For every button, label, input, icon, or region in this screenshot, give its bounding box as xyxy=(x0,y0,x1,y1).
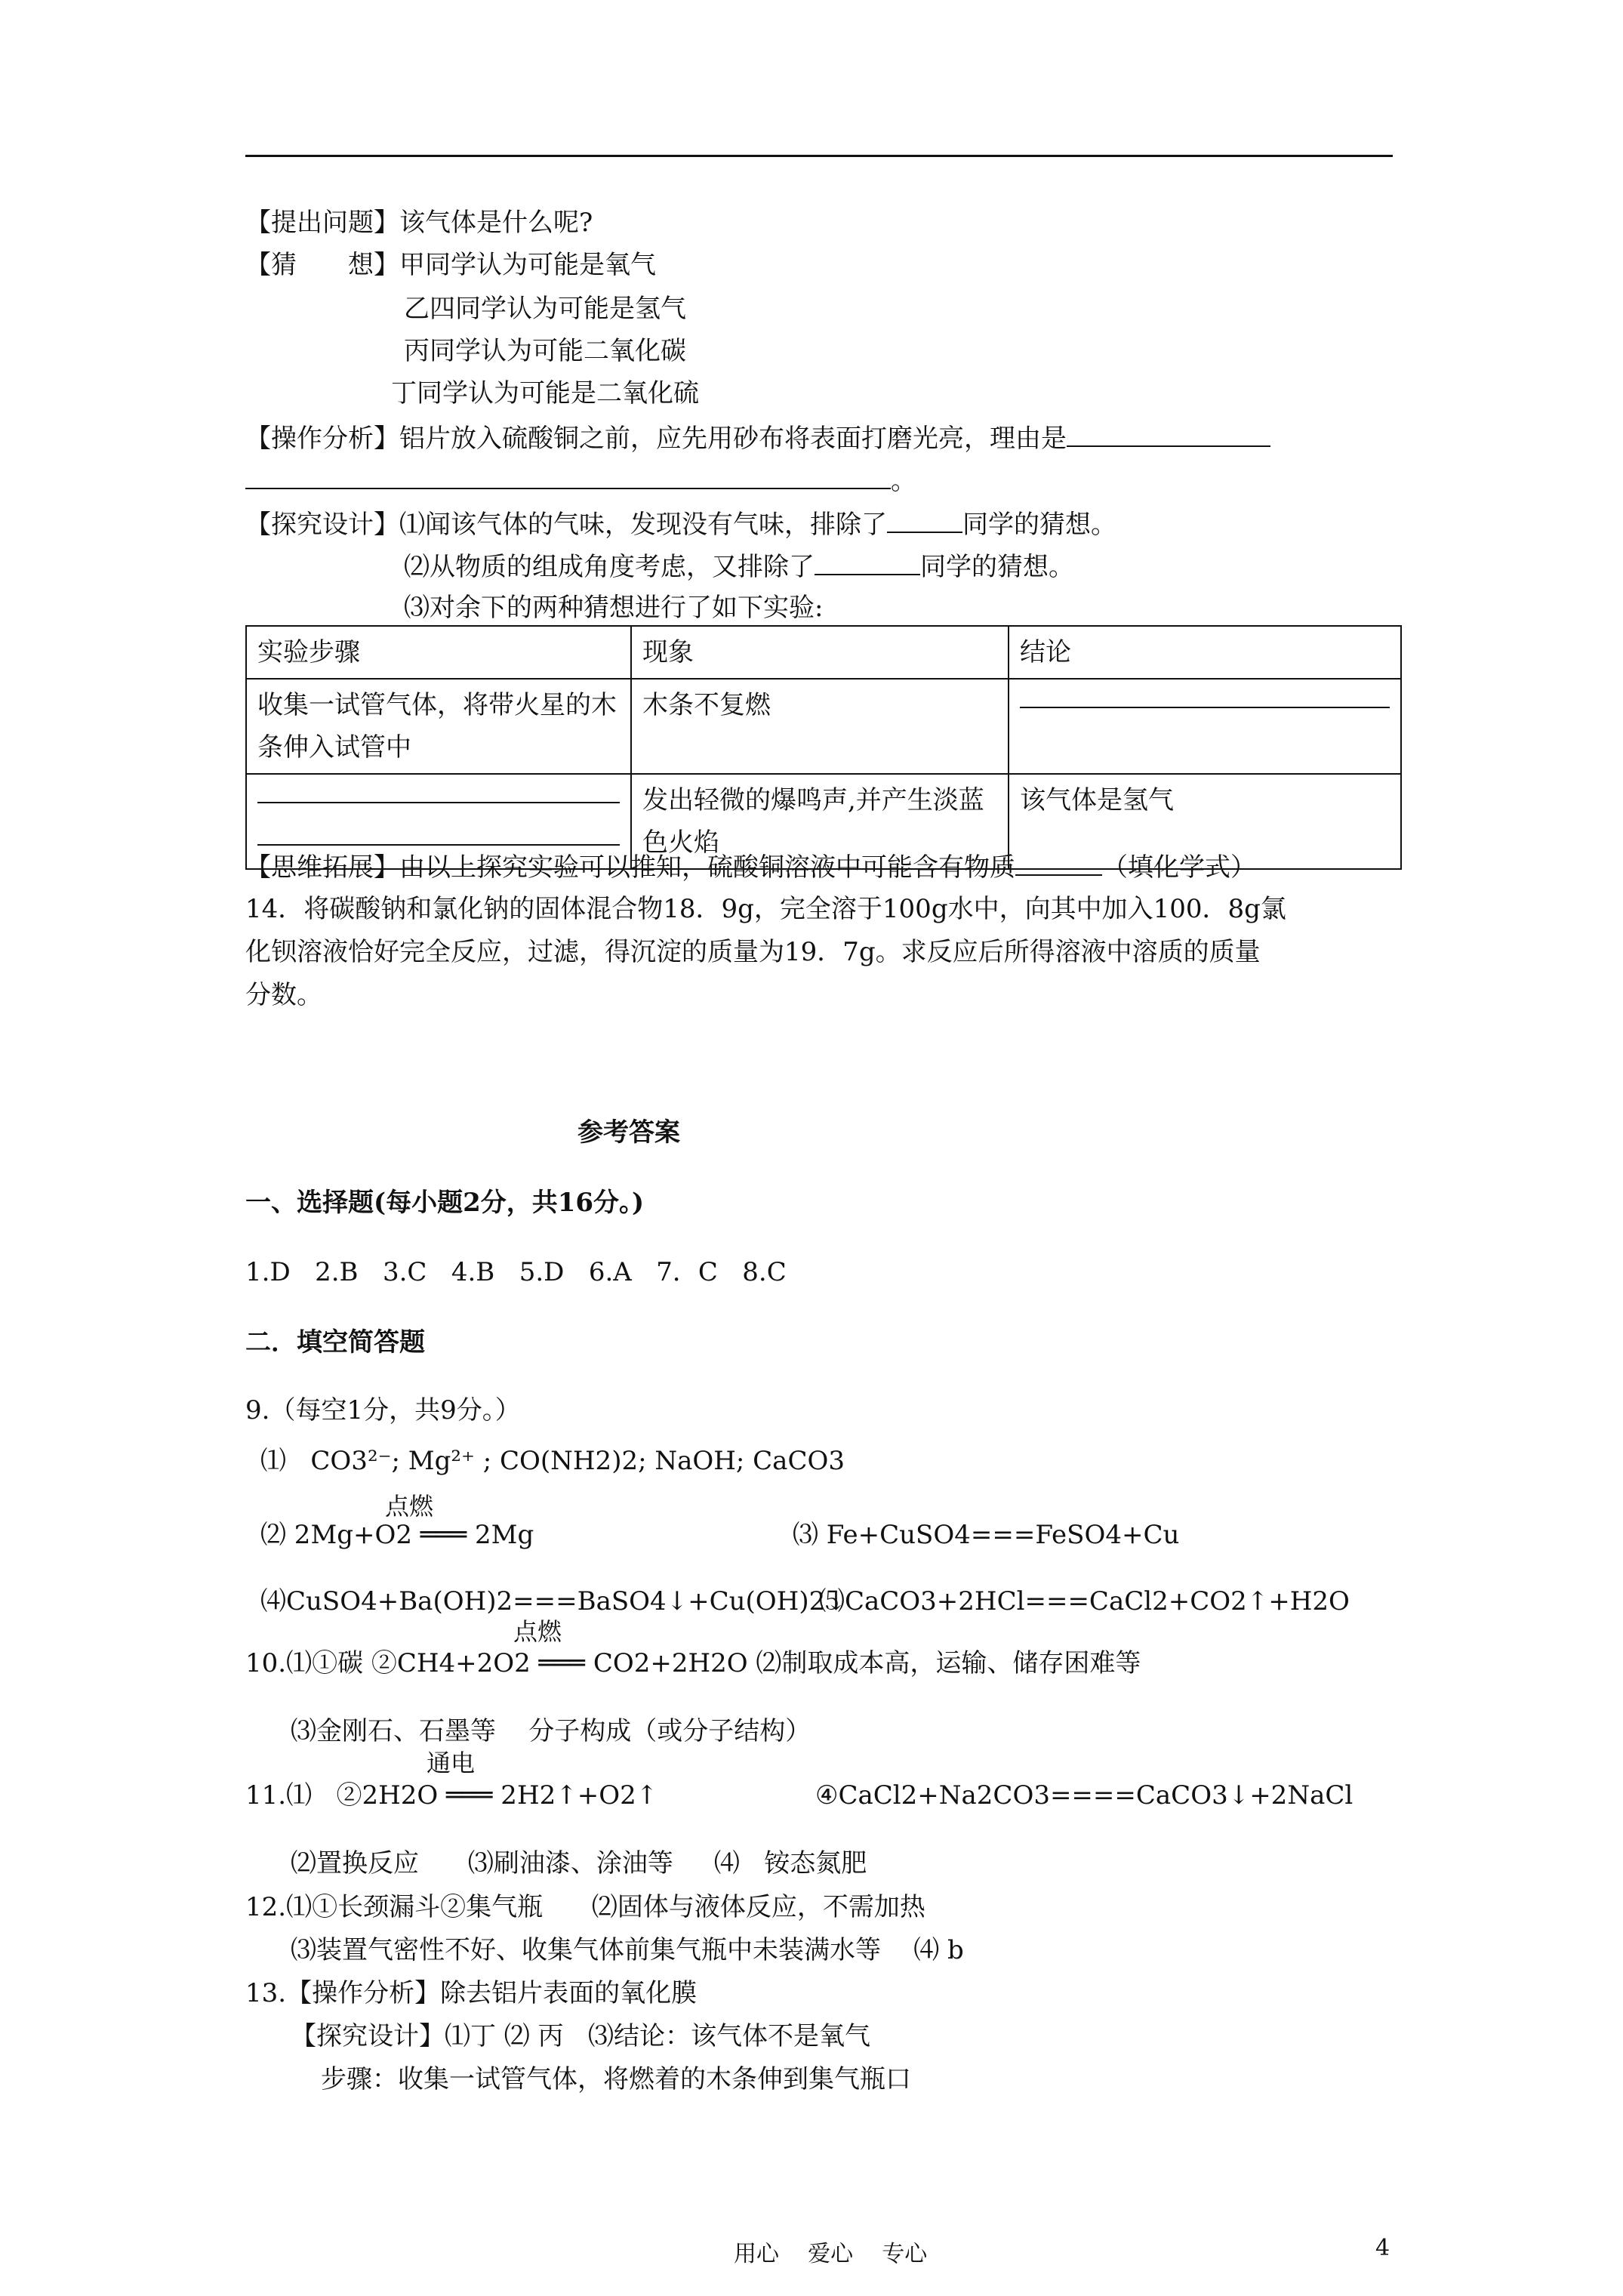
answer-blank[interactable] xyxy=(245,462,891,489)
page-number: 4 xyxy=(1375,2235,1390,2261)
q13-guess-ding: 丁同学认为可能是二氧化硫 xyxy=(391,378,699,408)
answer-blank[interactable] xyxy=(887,506,962,533)
q13-guess-jia xyxy=(245,248,656,282)
q13-question: 【提出问题】该气体是什么呢? xyxy=(245,208,593,238)
q13-design-2 xyxy=(404,548,1074,584)
q13-guess-yi: 乙四同学认为可能是氢气 xyxy=(404,294,686,324)
table-header-cell: 现象 xyxy=(631,626,1009,679)
q13-op-analysis xyxy=(245,420,1270,456)
design-1a: 【探究设计】⑴闻该气体的气味，发现没有气味，排除了 xyxy=(245,510,887,540)
answer-blank[interactable] xyxy=(815,548,920,575)
answer-11-1: 11.⑴ ②2H2O ═══ 2H2↑+O2↑ xyxy=(245,1780,658,1811)
q14-line: 分数。 xyxy=(245,980,322,1010)
answer-blank[interactable] xyxy=(1020,705,1390,708)
answers-title: 参考答案 xyxy=(577,1117,680,1148)
op-analysis-text: 【操作分析】铝片放入硫酸铜之前，应先用砂布将表面打磨光亮，理由是 xyxy=(245,424,1067,454)
answer-13-1: 13.【操作分析】除去铝片表面的氧化膜 xyxy=(245,1978,698,2008)
table-header-row xyxy=(246,626,1401,679)
condition-label: 点燃 xyxy=(385,1492,434,1521)
answer-13-3: 步骤：收集一试管气体，将燃着的木条伸到集气瓶口 xyxy=(321,2064,911,2094)
answer-blank[interactable] xyxy=(257,800,620,803)
answer-10-1: 10.⑴①碳 ②CH4+2O2 ═══ CO2+2H2O ⑵制取成本高，运输、储存困难等 xyxy=(245,1648,1141,1678)
q13-design-1 xyxy=(245,506,1116,542)
guess-jia-text: 甲同学认为可能是氧气 xyxy=(399,250,656,280)
answer-9-1: ⑴ CO3²⁻; Mg²⁺ ; CO(NH2)2; NaOH; CaCO3 xyxy=(260,1446,845,1476)
table-header-cell: 实验步骤 xyxy=(246,626,631,679)
condition-label: 点燃 xyxy=(513,1617,562,1646)
table-cell: 该气体是氢气 xyxy=(1009,774,1401,869)
table-header-cell: 结论 xyxy=(1009,626,1401,679)
op-end: 。 xyxy=(891,466,916,496)
answer-9-head: 9.（每空1分，共9分。） xyxy=(245,1395,521,1425)
answer-blank[interactable] xyxy=(1067,420,1270,447)
answer-blank[interactable] xyxy=(1015,849,1102,876)
table-cell: 发出轻微的爆鸣声,并产生淡蓝色火焰 xyxy=(631,774,1009,869)
footer-motto: 用心 爱心 专心 xyxy=(734,2241,928,2267)
design-2a: ⑵从物质的组成角度考虑，又排除了 xyxy=(404,552,815,582)
header-rule xyxy=(245,155,1393,157)
answer-9-3: ⑶ Fe+CuSO4===FeSO4+Cu xyxy=(793,1520,1180,1550)
answer-blank[interactable] xyxy=(257,843,620,846)
design-1b: 同学的猜想。 xyxy=(962,510,1116,540)
condition-label: 通电 xyxy=(427,1749,476,1777)
answer-12-1: 12.⑴①长颈漏斗②集气瓶 ⑵固体与液体反应，不需加热 xyxy=(245,1892,925,1922)
answers-section2: 二．填空简答题 xyxy=(245,1327,425,1358)
q14-line: 化钡溶液恰好完全反应，过滤，得沉淀的质量为19．7g。求反应后所得溶液中溶质的质量 xyxy=(245,937,1261,967)
q13-op-analysis-cont xyxy=(245,462,916,498)
table-cell: 收集一试管气体，将带火星的木条伸入试管中 xyxy=(246,679,631,774)
answer-11-2: ⑵置换反应 ⑶刷油漆、涂油等 ⑷ 铵态氮肥 xyxy=(291,1848,867,1878)
q13-extend xyxy=(245,849,1256,885)
answers-section1: 一、选择题(每小题2分，共16分。) xyxy=(245,1188,645,1218)
extend-b: （填化学式） xyxy=(1102,852,1256,883)
experiment-table xyxy=(245,625,1402,870)
extend-a: 【思维拓展】由以上探究实验可以推知，硫酸铜溶液中可能含有物质 xyxy=(245,852,1015,883)
table-cell xyxy=(1009,679,1401,774)
answer-12-3: ⑶装置气密性不好、收集气体前集气瓶中未装满水等 ⑷ b xyxy=(291,1935,964,1965)
q13-guess-bing: 丙同学认为可能二氧化碳 xyxy=(404,336,686,366)
answer-9-2: ⑵ 2Mg+O2 ═══ 2Mg xyxy=(260,1520,534,1550)
answer-10-3: ⑶金刚石、石墨等 分子构成（或分子结构） xyxy=(291,1716,812,1746)
answer-9-5: ⑸CaCO3+2HCl===CaCl2+CO2↑+H2O xyxy=(819,1586,1350,1616)
answer-9-4: ⑷CuSO4+Ba(OH)2===BaSO4↓+Cu(OH)2↓ xyxy=(260,1586,847,1616)
q14-line: 14．将碳酸钠和氯化钠的固体混合物18．9g，完全溶于100g水中，向其中加入100．8g氯 xyxy=(245,894,1286,924)
q13-design-3: ⑶对余下的两种猜想进行了如下实验: xyxy=(404,593,824,623)
design-2b: 同学的猜想。 xyxy=(920,552,1074,582)
table-row xyxy=(246,679,1401,774)
answers-choices: 1.D 2.B 3.C 4.B 5.D 6.A 7．C 8.C xyxy=(245,1257,787,1287)
guess-label: 【猜 想】 xyxy=(245,250,399,280)
answer-13-2: 【探究设计】⑴丁 ⑵ 丙 ⑶结论：该气体不是氧气 xyxy=(291,2021,871,2051)
answer-11-1b: ④CaCl2+Na2CO3====CaCO3↓+2NaCl xyxy=(815,1780,1354,1811)
table-cell: 木条不复燃 xyxy=(631,679,1009,774)
